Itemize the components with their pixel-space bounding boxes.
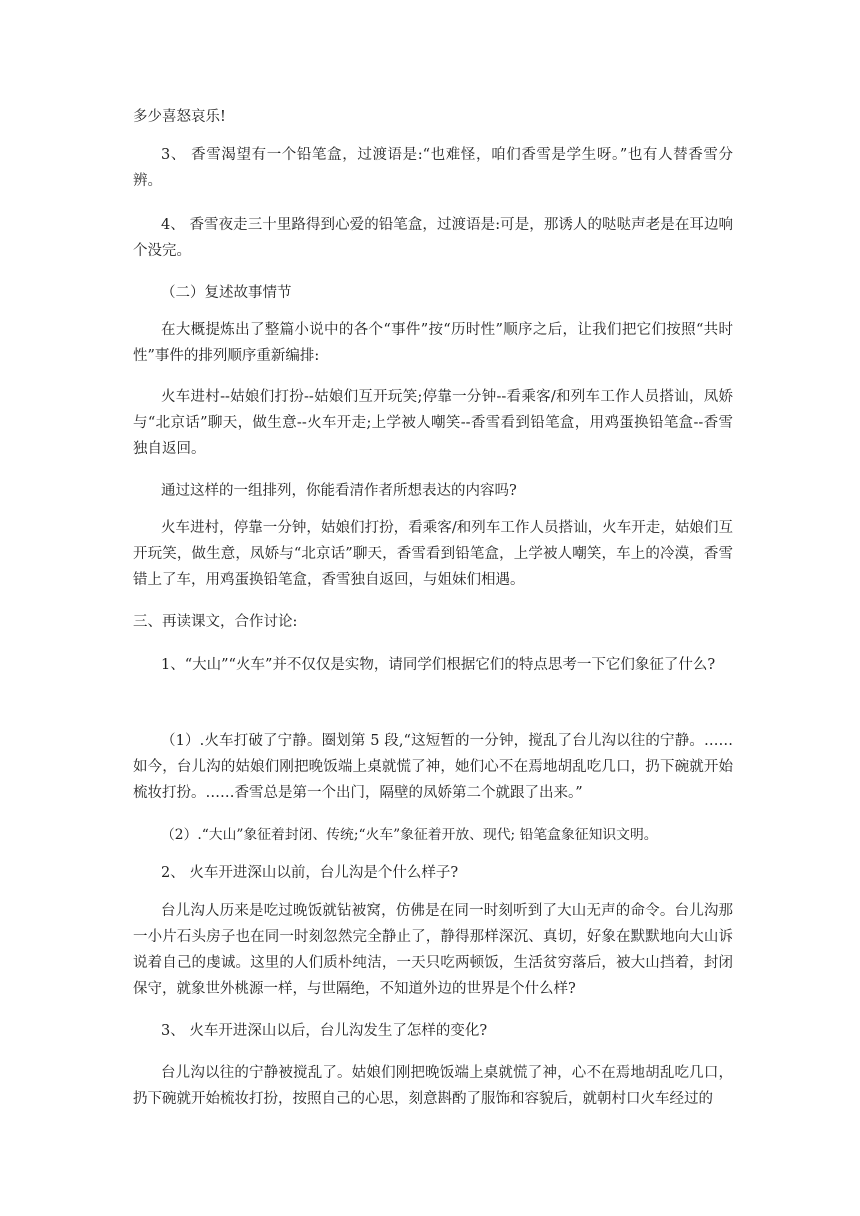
- paragraph-6: 通过这样的一组排列，你能看清作者所想表达的内容吗?: [161, 483, 517, 499]
- paragraph-4: 在大概提炼出了整篇小说中的各个“事件”按“历时性”顺序之后，让我们把它们按照“共时性”事件的排列顺序重新编排:: [133, 322, 733, 364]
- section-heading-3: 三、再读课文，合作讨论:: [133, 614, 298, 630]
- answer-1-1: （1）.火车打破了宁静。圈划第 5 段,“这短暂的一分钟，搅乱了台儿沟以往的宁静。……如今，台儿沟的姑娘们刚把晚饭端上桌就慌了神，她们心不在焉地胡乱吃几口，扔下碗就开始梳妆打扮。……香雪总是第一个出门，隔壁的凤娇第二个就跟了出来。”: [133, 733, 733, 801]
- question-2: 2、 火车开进深山以前，台儿沟是个什么样子?: [161, 865, 459, 881]
- paragraph-1: 多少喜怒哀乐!: [133, 109, 226, 125]
- paragraph-2: 3、 香雪渴望有一个铅笔盒，过渡语是:“也难怪，咱们香雪是学生呀。”也有人替香雪分辨。: [133, 147, 733, 189]
- answer-3: 台儿沟以往的宁静被搅乱了。姑娘们刚把晚饭端上桌就慌了神，心不在焉地胡乱吃几口，扔下碗就开始梳妆打扮，按照自己的心思，刻意斟酌了服饰和容貌后，就朝村口火车经过的: [133, 1065, 733, 1107]
- answer-2: 台儿沟人历来是吃过晚饭就钻被窝，仿佛是在同一时刻听到了大山无声的命令。台儿沟那一小片石头房子也在同一时刻忽然完全静止了，静得那样深沉、真切，好象在默默地向大山诉说着自己的虔诚。这里的人们质朴纯洁，一天只吃两顿饭，生活贫穷落后，被大山挡着，封闭保守，就象世外桃源一样，与世隔绝，不知道外边的世界是个什么样?: [133, 903, 733, 997]
- paragraph-3: 4、 香雪夜走三十里路得到心爱的铅笔盒，过渡语是:可是，那诱人的哒哒声老是在耳边响个没完。: [133, 217, 733, 259]
- paragraph-7: 火车进村，停靠一分钟，姑娘们打扮，看乘客/和列车工作人员搭讪，火车开走，姑娘们互开玩笑，做生意，凤娇与“北京话”聊天，香雪看到铅笔盒，上学被人嘲笑，车上的冷漠，香雪错上了车，用鸡蛋换铅笔盒，香雪独自返回，与姐妹们相遇。: [133, 520, 733, 588]
- question-1: 1、“大山”“火车”并不仅仅是实物，请同学们根据它们的特点思考一下它们象征了什么?: [161, 657, 716, 673]
- question-3: 3、 火车开进深山以后，台儿沟发生了怎样的变化?: [161, 1023, 488, 1039]
- paragraph-5: 火车进村--姑娘们打扮--姑娘们互开玩笑;停靠一分钟--看乘客/和列车工作人员搭讪，凤娇与“北京话”聊天，做生意--火车开走;上学被人嘲笑--香雪看到铅笔盒，用鸡蛋换铅笔盒--香雪独自返回。: [133, 389, 733, 457]
- answer-1-2: （2）.“大山”象征着封闭、传统;“火车”象征着开放、现代; 铅笔盒象征知识文明。: [161, 827, 658, 843]
- section-heading-2: （二）复述故事情节: [161, 285, 292, 301]
